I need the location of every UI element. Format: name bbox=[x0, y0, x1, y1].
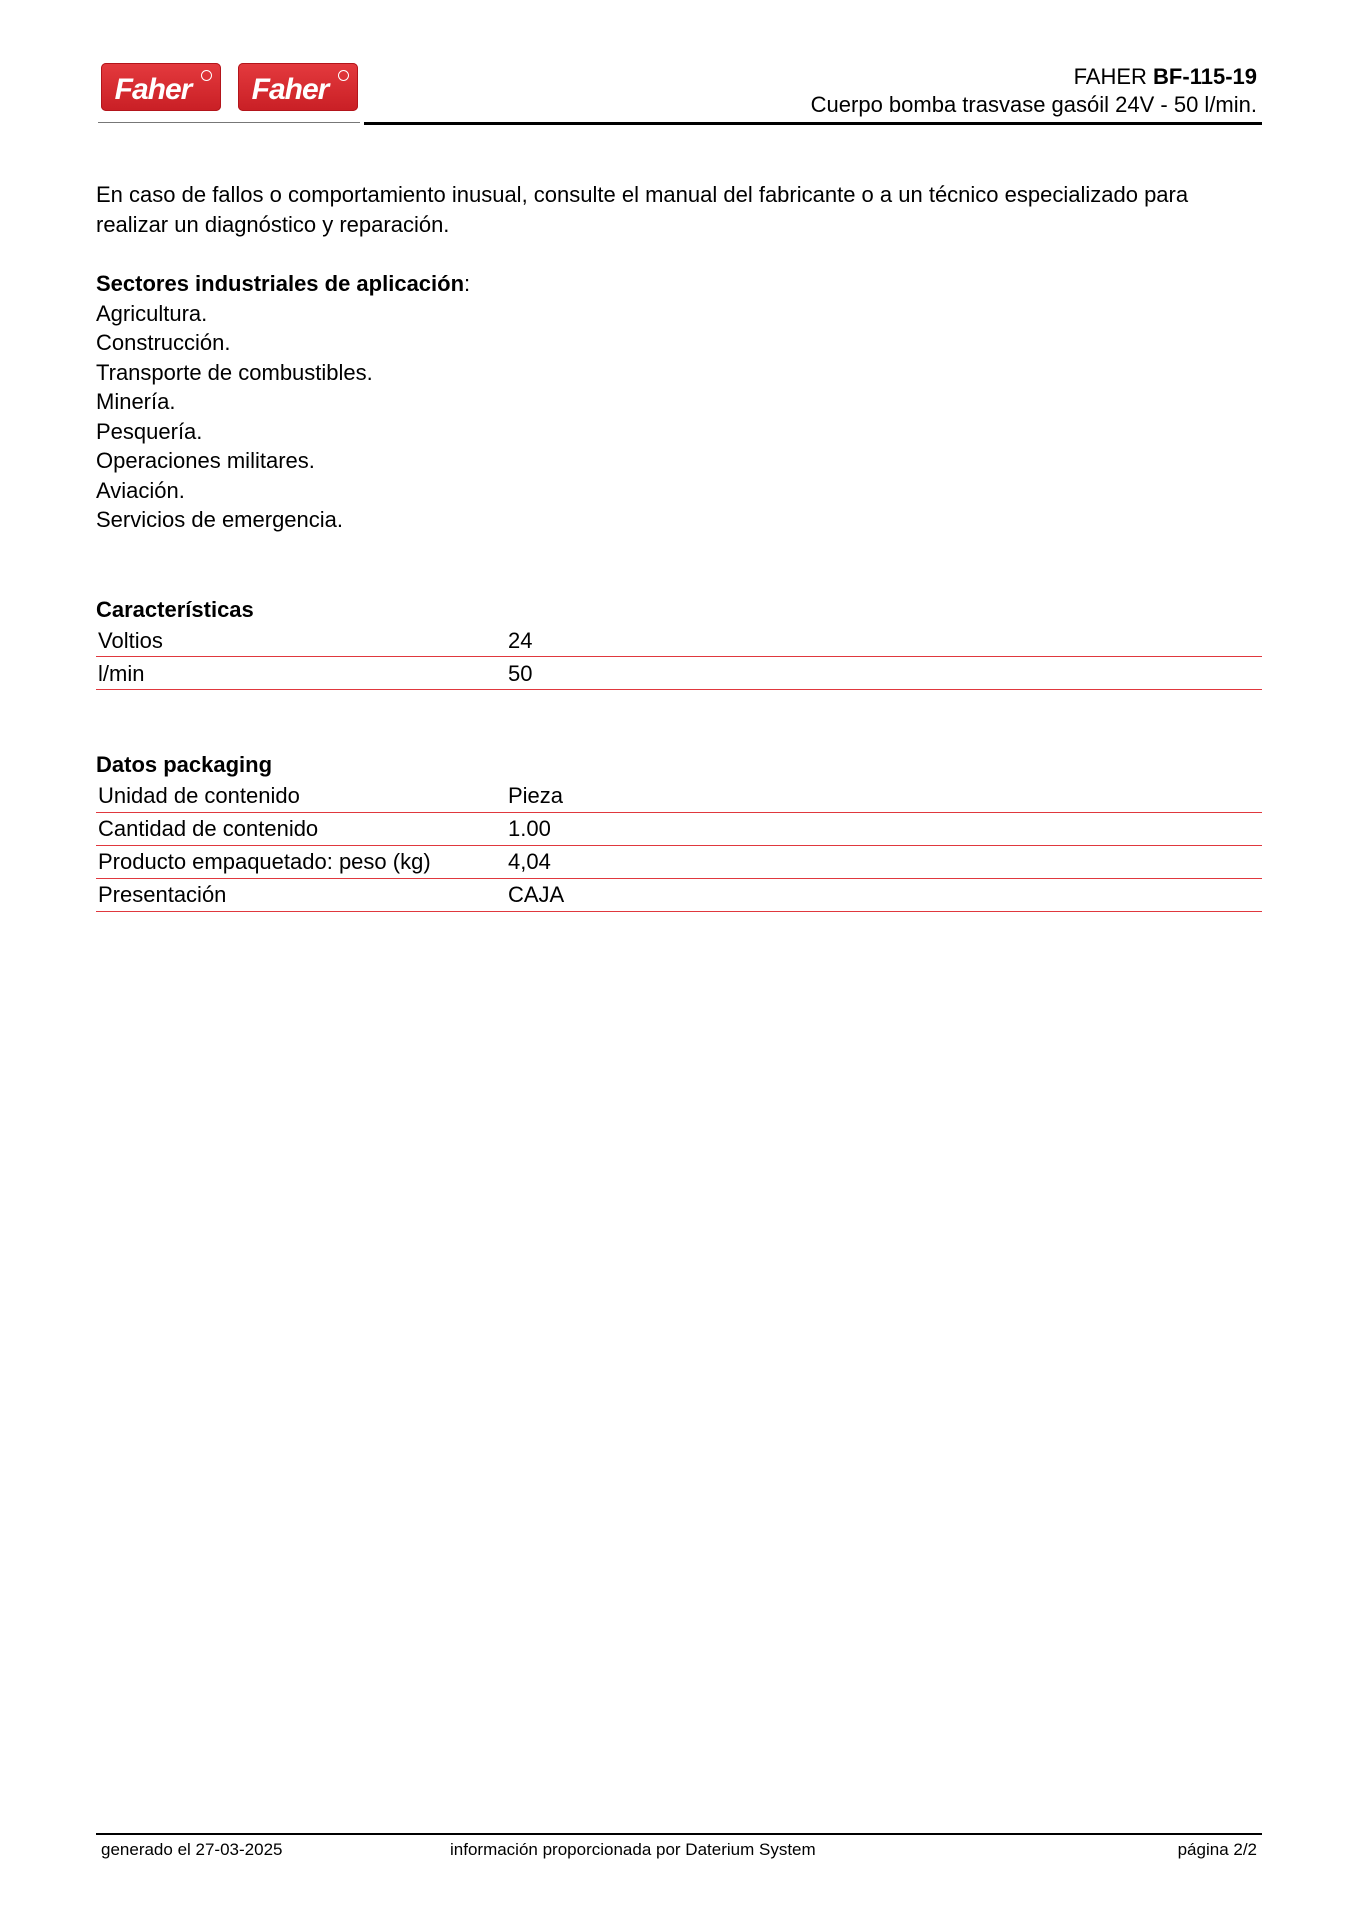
table-value: 50 bbox=[506, 657, 1262, 690]
provider-note: información proporcionada por Daterium System bbox=[450, 1840, 816, 1859]
table-value: 4,04 bbox=[506, 845, 1262, 878]
table-key: Producto empaquetado: peso (kg) bbox=[96, 845, 506, 878]
caracteristicas-title: Características bbox=[96, 596, 254, 622]
product-heading bbox=[811, 63, 1257, 91]
intro-paragraph: En caso de fallos o comportamiento inusual, consulte el manual del fabricante o a un técnico especializado para realizar un diagnóstico y reparación. bbox=[96, 182, 1189, 237]
packaging-table bbox=[96, 780, 1262, 912]
table-key: Presentación bbox=[96, 878, 506, 911]
table-value: CAJA bbox=[506, 878, 1262, 911]
table-value: Pieza bbox=[506, 780, 1262, 813]
table-key: Cantidad de contenido bbox=[96, 812, 506, 845]
page-content bbox=[96, 180, 1262, 912]
sectors-heading bbox=[96, 269, 1262, 299]
table-row bbox=[96, 812, 1262, 845]
sectors-colon: : bbox=[464, 271, 471, 296]
svg-text:Faher: Faher bbox=[251, 73, 329, 106]
logo-underline bbox=[98, 122, 360, 123]
sector-list bbox=[96, 299, 1262, 535]
list-item: Operaciones militares. bbox=[96, 448, 315, 473]
product-code: BF-115-19 bbox=[1153, 64, 1257, 89]
header-rule bbox=[364, 122, 1262, 125]
sectors-title: Sectores industriales de aplicación bbox=[96, 271, 465, 296]
faher-logo bbox=[238, 63, 358, 111]
table-row bbox=[96, 845, 1262, 878]
table-key: Unidad de contenido bbox=[96, 780, 506, 813]
list-item: Transporte de combustibles. bbox=[96, 359, 373, 385]
svg-text:Faher: Faher bbox=[114, 73, 192, 106]
table-row bbox=[96, 624, 1262, 657]
table-key: Voltios bbox=[96, 624, 506, 657]
header-title-block bbox=[811, 63, 1257, 119]
table-row bbox=[96, 657, 1262, 690]
table-row bbox=[96, 780, 1262, 813]
registered-mark-icon bbox=[338, 70, 349, 81]
registered-mark-icon bbox=[201, 70, 212, 81]
logo-group bbox=[101, 63, 358, 111]
brand-name: FAHER bbox=[1073, 64, 1147, 89]
table-row bbox=[96, 878, 1262, 911]
list-item: Agricultura. bbox=[96, 300, 208, 326]
caracteristicas-table bbox=[96, 624, 1262, 690]
table-key: l/min bbox=[96, 657, 506, 690]
list-item: Pesquería. bbox=[96, 418, 203, 444]
table-value: 1.00 bbox=[506, 812, 1262, 845]
table-value: 24 bbox=[506, 624, 1262, 657]
page-header bbox=[96, 58, 1262, 124]
list-item: Minería. bbox=[96, 389, 176, 414]
list-item: Aviación. bbox=[96, 477, 185, 503]
packaging-title: Datos packaging bbox=[96, 752, 273, 777]
list-item: Construcción. bbox=[96, 330, 231, 355]
list-item: Servicios de emergencia. bbox=[96, 507, 344, 532]
page-number: página 2/2 bbox=[1177, 1840, 1257, 1859]
product-subtitle: Cuerpo bomba trasvase gasóil 24V - 50 l/min. bbox=[810, 92, 1257, 117]
faher-logo bbox=[101, 63, 221, 111]
footer-rule bbox=[96, 1833, 1262, 1835]
generated-date: generado el 27-03-2025 bbox=[101, 1840, 283, 1859]
